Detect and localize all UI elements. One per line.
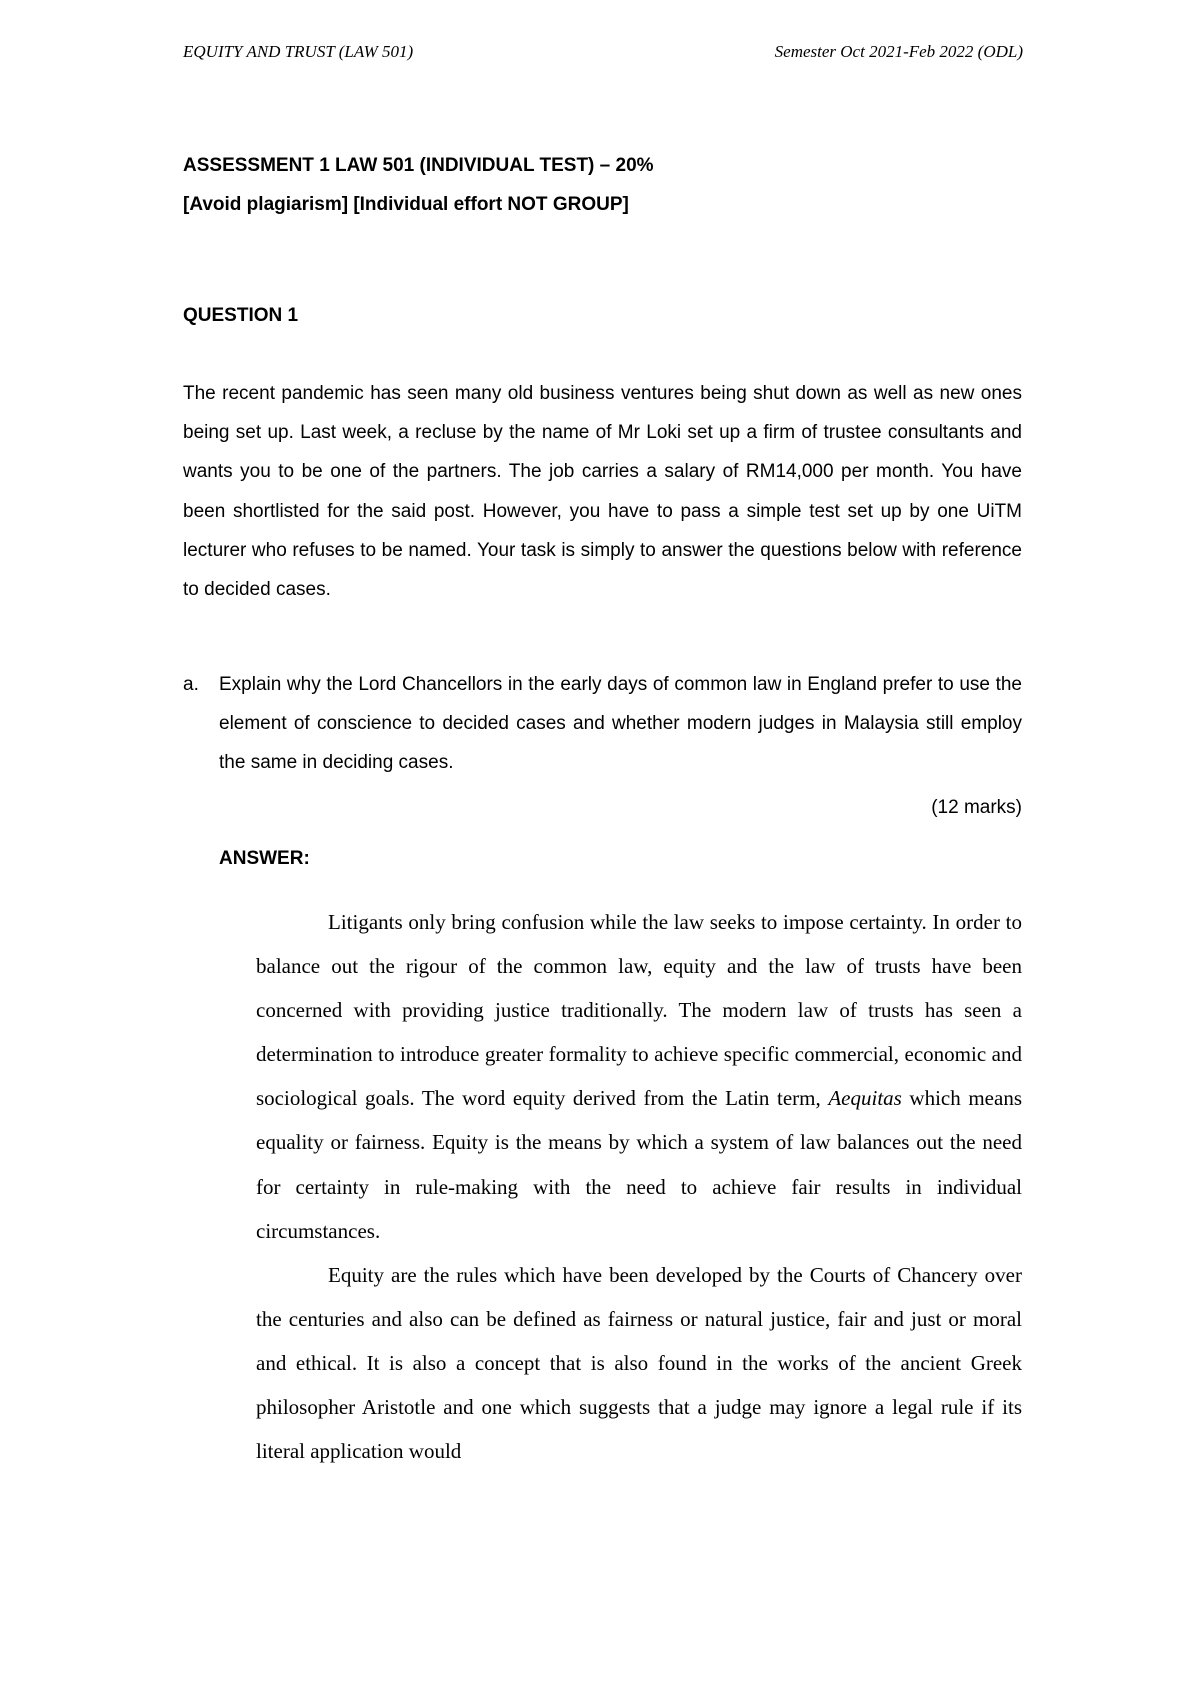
assessment-title-line: ASSESSMENT 1 LAW 501 (INDIVIDUAL TEST) – 20% bbox=[183, 155, 654, 176]
sub-question-a bbox=[183, 665, 1022, 783]
answer-paragraph bbox=[256, 900, 1022, 1253]
question-heading: QUESTION 1 bbox=[183, 305, 299, 326]
marks-label: (12 marks) bbox=[931, 797, 1022, 818]
semester-label: Semester Oct 2021-Feb 2022 (ODL) bbox=[774, 42, 1023, 61]
answer-paragraph: Equity are the rules which have been developed by the Courts of Chancery over the centuries and also can be defined as fairness or natural justice, fair and just or moral and ethical. It is also a concept that is also found in the works of the ancient Greek philosopher Aristotle and one which suggests that a judge may ignore a legal rule if its literal application would bbox=[256, 1262, 1022, 1464]
answer-p1-end: which means equality or fairness. Equity is the means by which a system of law balances out the need for certainty in rule-making with the need to achieve fair results in individual circumstances. bbox=[256, 1086, 1022, 1243]
assessment-instruction-line: [Avoid plagiarism] [Individual effort NOT GROUP] bbox=[183, 194, 629, 215]
sub-question-marker: a. bbox=[183, 674, 199, 695]
running-header bbox=[183, 42, 1023, 68]
latin-term: Aequitas bbox=[828, 1086, 902, 1111]
answer-p1-start: Litigants only bring confusion while the law seeks to impose certainty. In order to balance out the rigour of the common law, equity and the law of trusts have been concerned with providing justice traditionally. The modern law of trusts has seen a determination to introduce greater formality to achieve specific commercial, economic and sociological goals. The word equity derived from the Latin term, bbox=[256, 910, 1022, 1111]
sub-question-text: Explain why the Lord Chancellors in the early days of common law in England prefer to use the element of conscience to decided cases and whether modern judges in Malaysia still employ the same in deciding cases. bbox=[219, 674, 1022, 774]
course-title: EQUITY AND TRUST (LAW 501) bbox=[183, 42, 414, 61]
answer-heading: ANSWER: bbox=[219, 848, 310, 869]
assessment-title bbox=[183, 146, 1023, 224]
answer-body bbox=[256, 900, 1022, 1473]
question-body: The recent pandemic has seen many old business ventures being shut down as well as new ones being set up. Last week, a recluse by the name of Mr Loki set up a firm of trustee consultants and wants you to be one of the partners. The job carries a salary of RM14,000 per month. You have been shortlisted for the said post. However, you have to pass a simple test set up by one UiTM lecturer who refuses to be named. Your task is simply to answer the questions below with reference to decided cases. bbox=[183, 383, 1022, 601]
